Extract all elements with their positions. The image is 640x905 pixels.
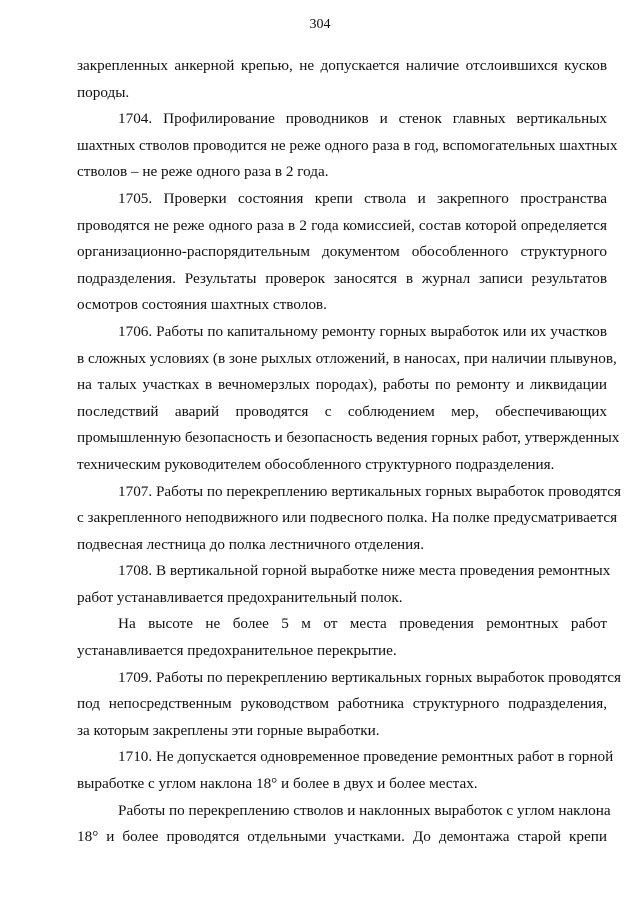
text-line: подразделения. Результаты проверок заносятся в журнал записи результатов: [77, 269, 607, 287]
text-line: организационно-распорядительным документом обособленного структурного: [77, 243, 607, 261]
text-line: 1705. Проверки состояния крепи ствола и закрепного пространства: [118, 189, 607, 207]
text-line: под непосредственным руководством работника структурного подразделения,: [77, 695, 607, 713]
text-line: стволов – не реже одного раза в 2 года.: [77, 163, 329, 181]
text-line: в сложных условиях (в зоне рыхлых отложений, в наносах, при наличии плывунов,: [77, 349, 617, 367]
text-line: 1707. Работы по перекреплению вертикальных горных выработок проводятся: [118, 482, 622, 500]
text-line: промышленную безопасность и безопасность ведения горных работ, утвержденных: [77, 429, 620, 447]
text-line: работ устанавливается предохранительный полок.: [77, 588, 403, 606]
text-line: 1708. В вертикальной горной выработке ниже места проведения ремонтных: [118, 562, 611, 580]
text-line: выработке с углом наклона 18° и более в двух и более местах.: [77, 775, 478, 793]
text-line: за которым закреплены эти горные выработки.: [77, 721, 380, 739]
text-line: осмотров состояния шахтных стволов.: [77, 296, 327, 314]
text-line: с закрепленного неподвижного или подвесного полка. На полке предусматривается: [77, 509, 618, 527]
text-line: последствий аварий проводятся с соблюдением мер, обеспечивающих: [77, 402, 607, 420]
body-text: [77, 53, 622, 851]
text-line: техническим руководителем обособленного структурного подразделения.: [77, 455, 555, 473]
text-line: подвесная лестница до полка лестничного отделения.: [77, 535, 425, 553]
text-line: шахтных стволов проводится не реже одного раза в год, вспомогательных шахтных: [77, 136, 618, 154]
text-line: 18° и более проводятся отдельными участками. До демонтажа старой крепи: [77, 828, 607, 846]
text-line: 1709. Работы по перекреплению вертикальных горных выработок проводятся: [118, 668, 622, 686]
text-line: на талых участках в вечномерзлых породах), работы по ремонту и ликвидации: [77, 376, 607, 394]
text-line: породы.: [77, 83, 130, 101]
page-number: 304: [309, 17, 331, 32]
text-line: 1704. Профилирование проводников и стенок главных вертикальных: [118, 110, 607, 128]
text-line: 1706. Работы по капитальному ремонту горных выработок или их участков: [118, 322, 607, 340]
text-line: Работы по перекреплению стволов и наклонных выработок с углом наклона: [118, 801, 611, 819]
text-line: 1710. Не допускается одновременное проведение ремонтных работ в горной: [118, 748, 614, 766]
text-line: проводятся не реже одного раза в 2 года комиссией, состав которой определяется: [77, 216, 607, 234]
text-line: закрепленных анкерной крепью, не допускается наличие отслоившихся кусков: [77, 57, 607, 74]
text-line: На высоте не более 5 м от места проведения ремонтных работ: [118, 615, 607, 633]
text-line: устанавливается предохранительное перекрытие.: [77, 642, 397, 660]
